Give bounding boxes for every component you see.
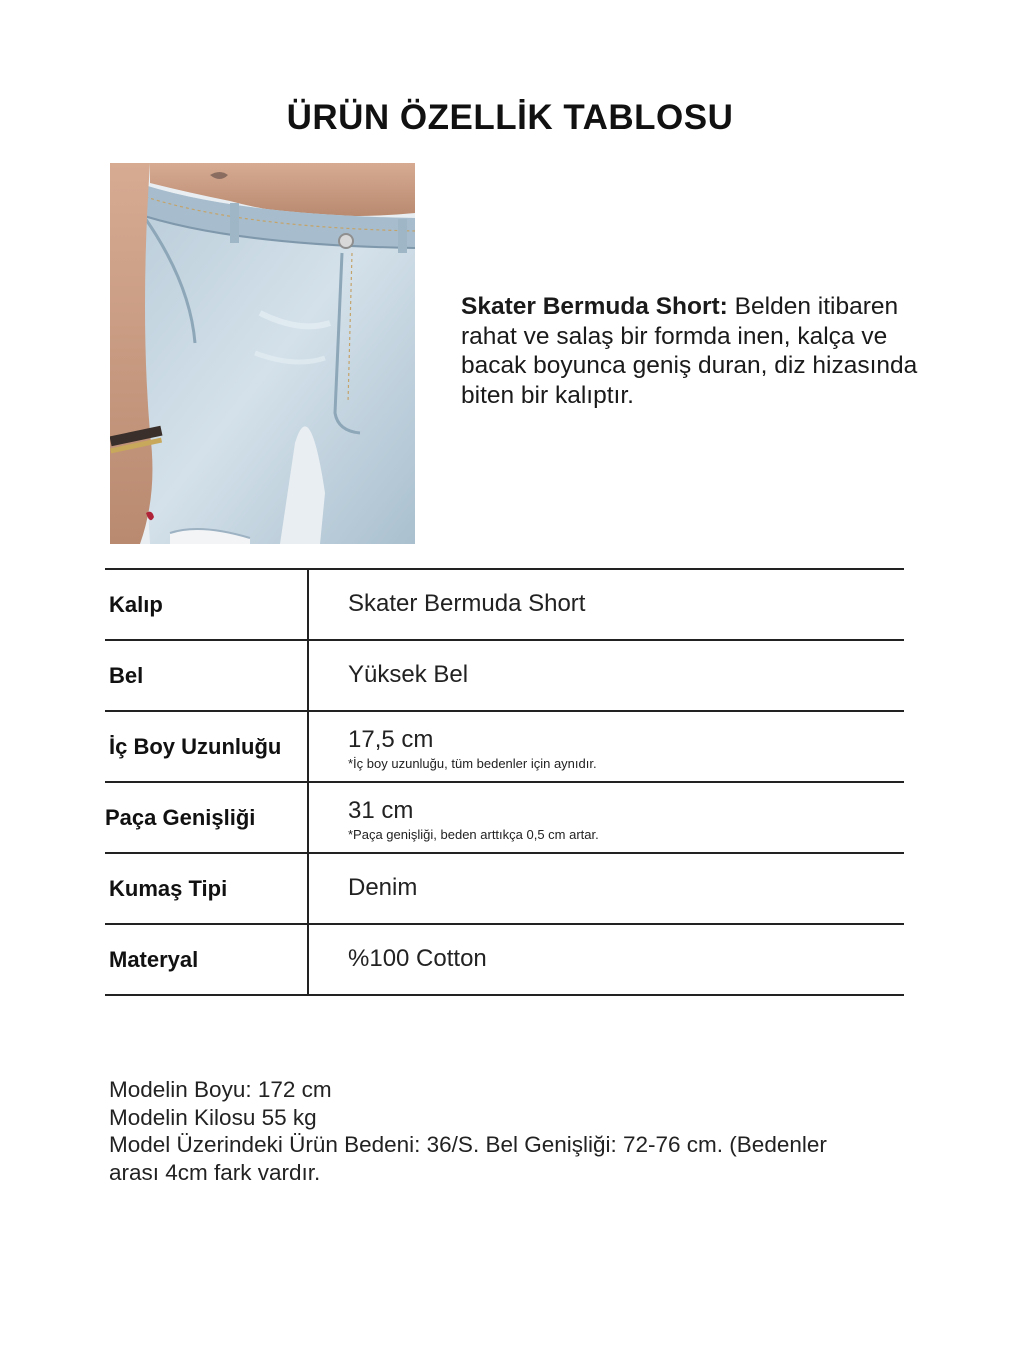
spec-label: İç Boy Uzunluğu — [109, 734, 282, 759]
spec-row-kalip — [105, 570, 904, 641]
spec-note: *Paça genişliği, beden arttıkça 0,5 cm artar. — [348, 827, 599, 842]
spec-note: *İç boy uzunluğu, tüm bedenler için aynıdır. — [348, 756, 597, 771]
description-text: Belden itibaren rahat ve salaş bir formda inen, kalça ve bacak boyunca geniş duran, diz hizasında biten bir kalıptır. — [461, 293, 918, 409]
spec-row-kumas — [105, 854, 904, 925]
column-divider — [307, 641, 309, 710]
spec-label: Kalıp — [109, 592, 163, 617]
spec-value: Skater Bermuda Short — [348, 590, 586, 617]
model-size-line-1: Model Üzerindeki Ürün Bedeni: 36/S. Bel Genişliği: 72-76 cm. (Bedenler — [109, 1132, 827, 1157]
spec-table — [105, 568, 904, 996]
spec-value: %100 Cotton — [348, 945, 487, 972]
description-lead: Skater Bermuda Short: — [461, 293, 728, 320]
column-divider — [307, 783, 309, 852]
model-weight: Modelin Kilosu 55 kg — [109, 1104, 317, 1130]
spec-value: 31 cm — [348, 797, 414, 824]
model-size-line-2: arası 4cm fark vardır. — [109, 1159, 321, 1185]
model-height: Modelin Boyu: 172 cm — [109, 1077, 332, 1102]
column-divider — [307, 570, 309, 639]
spec-value: 17,5 cm — [348, 726, 434, 753]
model-info — [109, 1076, 909, 1186]
spec-label: Paça Genişliği — [105, 805, 256, 830]
column-divider — [307, 854, 309, 923]
column-divider — [307, 925, 309, 994]
spec-value: Yüksek Bel — [348, 661, 469, 688]
spec-label: Kumaş Tipi — [109, 876, 228, 901]
spec-row-bel — [105, 641, 904, 712]
product-description — [461, 292, 931, 410]
spec-row-paca — [105, 783, 904, 854]
spec-label: Bel — [109, 663, 144, 688]
column-divider — [307, 712, 309, 781]
denim-shorts-photo — [110, 163, 415, 544]
spec-label: Materyal — [109, 947, 199, 972]
page-title: ÜRÜN ÖZELLİK TABLOSU — [286, 98, 734, 137]
spec-row-materyal — [105, 925, 904, 996]
spec-value: Denim — [348, 874, 418, 901]
spec-row-ic-boy — [105, 712, 904, 783]
